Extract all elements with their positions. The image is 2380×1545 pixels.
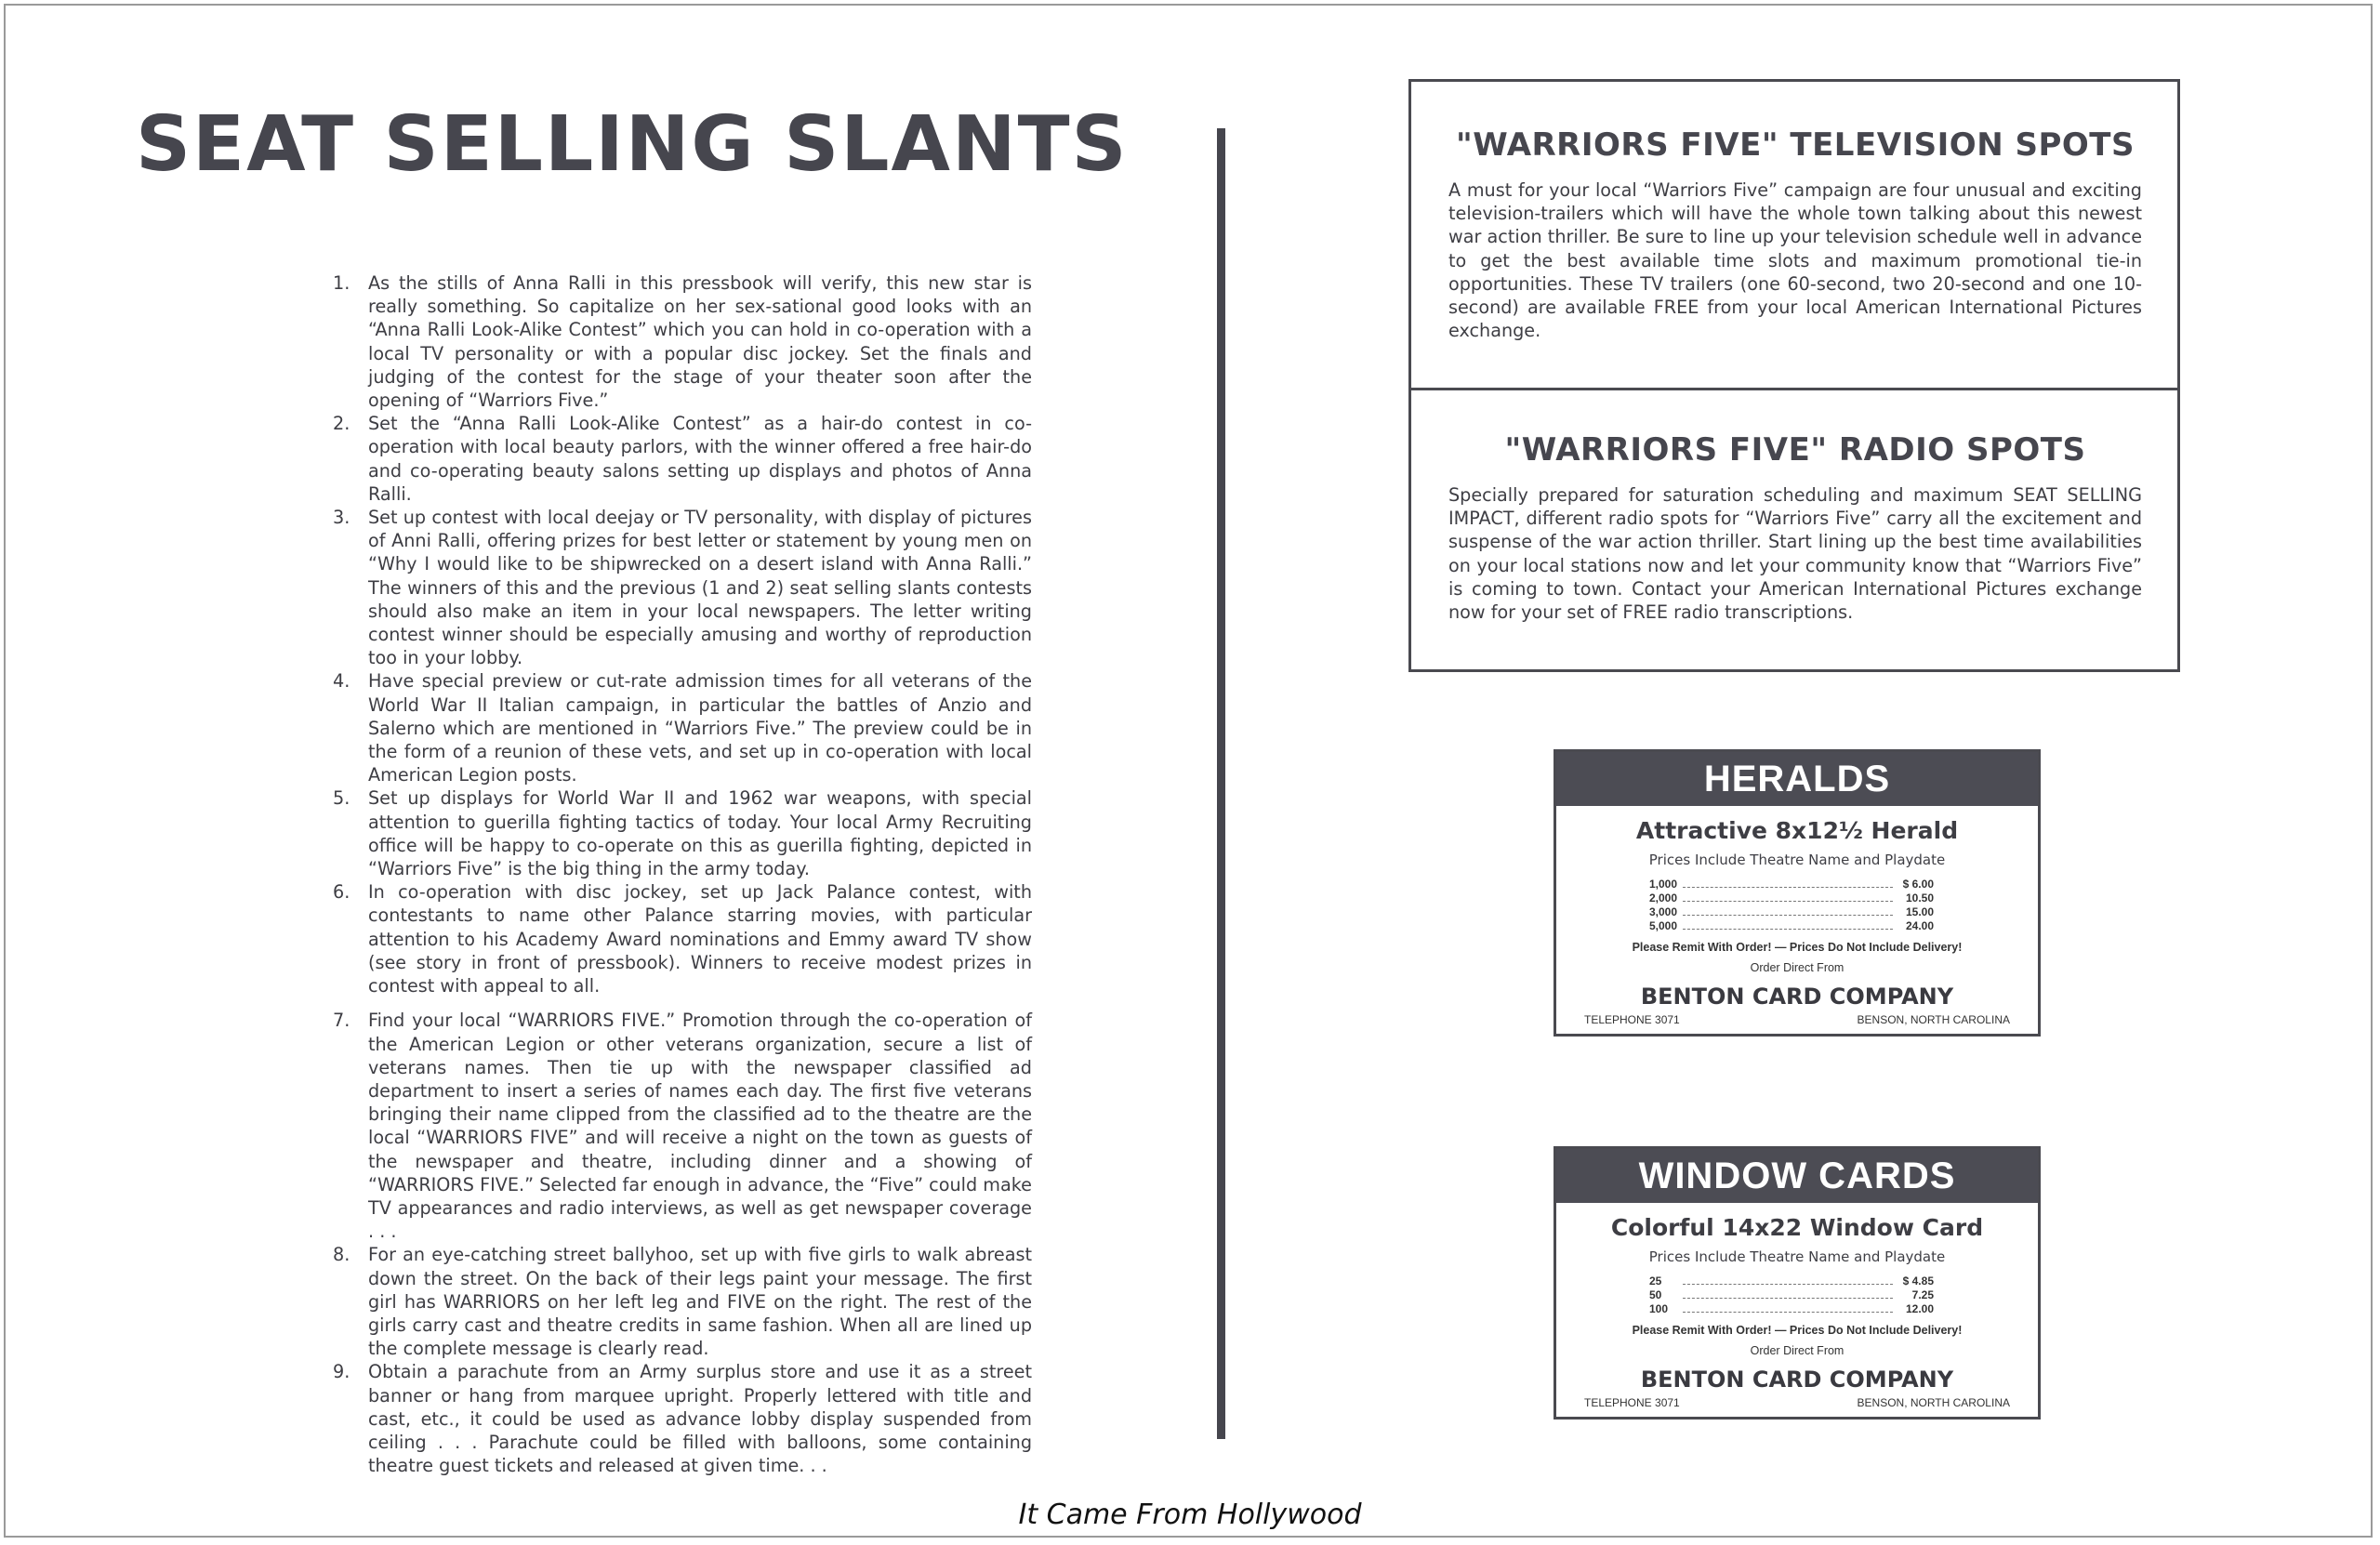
tv-spots-section (1448, 126, 2142, 342)
window-cards-price-note: Prices Include Theatre Name and Playdate (1648, 1248, 1946, 1265)
heralds-telephone: TELEPHONE 3071 (1584, 1013, 1680, 1026)
window-cards-contact (1580, 1396, 2014, 1409)
heralds-body (1556, 806, 2038, 1034)
item-text: Find your local “WARRIORS FIVE.” Promotion through the co-operation of the American Legion or other veterans organization, secure a list of veterans names. Then tie up with the newspaper classified ad department to insert a series of names each day. The first five veterans bringing their name clipped from the classified ad to the theatre are the local “WARRIORS FIVE” and will receive a night on the town as guests of the newspaper and theatre, including dinner and a showing of “WARRIORS FIVE.” Selected far enough in advance, the “Five” could make TV appearances and radio interviews, as well as get newspaper coverage . . . (368, 1010, 1032, 1243)
price-amount: $ 6.00 (1902, 878, 1934, 891)
heralds-location: BENSON, NORTH CAROLINA (1857, 1013, 2010, 1026)
price-amount: 12.00 (1905, 1302, 1934, 1315)
list-item (333, 786, 1032, 880)
price-qty: 50 (1649, 1288, 1662, 1301)
item-text: In co-operation with disc jockey, set up Jack Palance contest, with contestants to name other Palance starring movies, with particular attention to his Academy Award nominations and Emmy award TV show (see story in front of pressbook). Winners to receive modest prizes in contest with appeal to all. (368, 881, 1032, 997)
price-row (1649, 891, 1934, 905)
item-text: Have special preview or cut-rate admission times for all veterans of the World War II Italian campaign, in particular the battles of Anzio and Salerno which are mentioned in “Warriors Five.” The preview could be in the form of a reunion of these vets, and set up in co-operation with local American Legion posts. (368, 670, 1032, 786)
list-item (333, 1009, 1032, 1243)
item-number: 3. (333, 507, 350, 529)
list-item (333, 880, 1032, 997)
spots-divider (1411, 388, 2177, 390)
seat-selling-list (333, 271, 1032, 1477)
item-text: As the stills of Anna Ralli in this pressbook will verify, this new star is really something. So capitalize on her sex-sational good looks with an “Anna Ralli Look-Alike Contest” which you can hold in co-operation with a local TV personality or with a popular disc jockey. Set the finals and judging of the contest for the stage of your theater soon after the opening of “Warriors Five.” (368, 272, 1032, 412)
price-row (1649, 878, 1934, 891)
radio-spots-section (1448, 431, 2142, 624)
window-cards-body (1556, 1203, 2038, 1417)
window-cards-location: BENSON, NORTH CAROLINA (1857, 1396, 2010, 1409)
item-number: 4. (333, 670, 350, 693)
heralds-order-line: Order Direct From (1750, 961, 1844, 974)
item-text: Obtain a parachute from an Army surplus store and use it as a street banner or hang from marquee upright. Properly lettered with title and cast, etc., it could be used as advance lobby display suspended from ceiling . . . Parachute could be filled with balloons, some containing theatre guest tickets and released at given time. . . (368, 1361, 1032, 1477)
price-amount: 15.00 (1905, 905, 1934, 918)
window-cards-ad (1554, 1146, 2041, 1420)
footer-credit: It Came From Hollywood (1018, 1499, 1362, 1531)
price-amount: 10.50 (1905, 891, 1934, 905)
item-number: 2. (333, 413, 350, 435)
item-text: Set up displays for World War II and 1962 war weapons, with special attention to guerilla fighting tactics of today. Your local Army Recruiting office will be happy to co-operate on this as guerilla fighting, depicted in “Warriors Five” is the big thing in the army today. (368, 787, 1032, 880)
heralds-ad (1554, 749, 2041, 1037)
price-qty: 1,000 (1649, 878, 1678, 891)
price-qty: 3,000 (1649, 905, 1678, 918)
center-divider-rule (1217, 128, 1225, 1439)
price-row (1649, 905, 1934, 919)
list-item (333, 669, 1032, 786)
leader-dots (1683, 1312, 1893, 1313)
heralds-remit-note: Please Remit With Order! — Prices Do Not Include Delivery! (1632, 941, 1963, 954)
leader-dots (1683, 915, 1893, 916)
leader-dots (1683, 887, 1893, 888)
leader-dots (1683, 1298, 1893, 1299)
leader-dots (1683, 1284, 1893, 1285)
item-number: 9. (333, 1361, 350, 1383)
price-row (1649, 1274, 1934, 1288)
price-qty: 5,000 (1649, 919, 1678, 932)
price-amount: 24.00 (1905, 919, 1934, 932)
heralds-price-list (1649, 878, 1934, 933)
price-qty: 2,000 (1649, 891, 1678, 905)
price-amount: 7.25 (1911, 1288, 1934, 1301)
heralds-price-note: Prices Include Theatre Name and Playdate (1648, 852, 1946, 868)
radio-spots-body: Specially prepared for saturation scheduling and maximum SEAT SELLING IMPACT, different radio spots for “Warriors Five” carry all the excitement and suspense of the war action thriller. Start lining up the best time availabilities on your local stations now and let your community know that “Warriors Five” is coming to town. Contact your American International Pictures exchange now for your set of FREE radio transcriptions. (1448, 484, 2142, 624)
item-number: 7. (333, 1010, 350, 1032)
heralds-subtitle: Attractive 8x12½ Herald (1635, 817, 1959, 844)
price-qty: 25 (1649, 1274, 1662, 1288)
spots-box (1408, 79, 2180, 672)
list-item (333, 271, 1032, 412)
page-headline: SEAT SELLING SLANTS (136, 100, 1129, 189)
tv-spots-title: "WARRIORS FIVE" TELEVISION SPOTS (1456, 126, 2135, 164)
price-row (1649, 1302, 1934, 1316)
item-number: 5. (333, 787, 350, 810)
price-row (1649, 1288, 1934, 1302)
heralds-header: HERALDS (1556, 752, 2038, 806)
tv-spots-body: A must for your local “Warriors Five” campaign are four unusual and exciting television-trailers which will have the whole town talking about this newest war action thriller. Be sure to line up your television schedule well in advance to get the best available time slots and maximum promotional tie-in opportunities. These TV trailers (one 60-second, two 20-second and one 10-second) are available FREE from your local American International Pictures exchange. (1448, 179, 2142, 342)
item-number: 8. (333, 1244, 350, 1266)
list-item (333, 1243, 1032, 1360)
item-number: 1. (333, 272, 350, 294)
window-cards-company-name: BENTON CARD COMPANY (1640, 1367, 1954, 1393)
list-item (333, 412, 1032, 506)
heralds-company-name: BENTON CARD COMPANY (1640, 984, 1954, 1010)
item-text: Set up contest with local deejay or TV personality, with display of pictures of Anni Ralli, offering prizes for best letter or statement by young men on “Why I would like to be shipwrecked on a desert island with Anna Ralli.” The winners of this and the previous (1 and 2) seat selling slants contests should also make an item in your local newspapers. The letter writing contest winner should be especially amusing and worthy of reproduction too in your lobby. (368, 507, 1032, 669)
window-cards-telephone: TELEPHONE 3071 (1584, 1396, 1680, 1409)
window-cards-header: WINDOW CARDS (1556, 1149, 2038, 1203)
list-item (333, 1360, 1032, 1477)
leader-dots (1683, 929, 1893, 930)
window-cards-subtitle: Colorful 14x22 Window Card (1610, 1214, 1984, 1241)
window-cards-price-list (1649, 1274, 1934, 1316)
price-amount: $ 4.85 (1902, 1274, 1934, 1288)
heralds-contact (1580, 1013, 2014, 1026)
leader-dots (1683, 901, 1893, 902)
list-item (333, 506, 1032, 669)
price-qty: 100 (1649, 1302, 1669, 1315)
item-text: For an eye-catching street ballyhoo, set up with five girls to walk abreast down the street. On the back of their legs paint your message. The first girl has WARRIORS on her left leg and FIVE on the right. The rest of the girls carry cast and theatre credits in same fashion. When all are lined up the complete message is clearly read. (368, 1244, 1032, 1360)
price-row (1649, 919, 1934, 933)
item-text: Set the “Anna Ralli Look-Alike Contest” as a hair-do contest in co-operation with local beauty parlors, with the winner offered a free hair-do and co-operating beauty salons setting up displays and photos of Anna Ralli. (368, 413, 1032, 505)
item-number: 6. (333, 881, 350, 904)
window-cards-order-line: Order Direct From (1750, 1344, 1844, 1357)
radio-spots-title: "WARRIORS FIVE" RADIO SPOTS (1504, 431, 2086, 469)
window-cards-remit-note: Please Remit With Order! — Prices Do Not Include Delivery! (1632, 1324, 1963, 1337)
